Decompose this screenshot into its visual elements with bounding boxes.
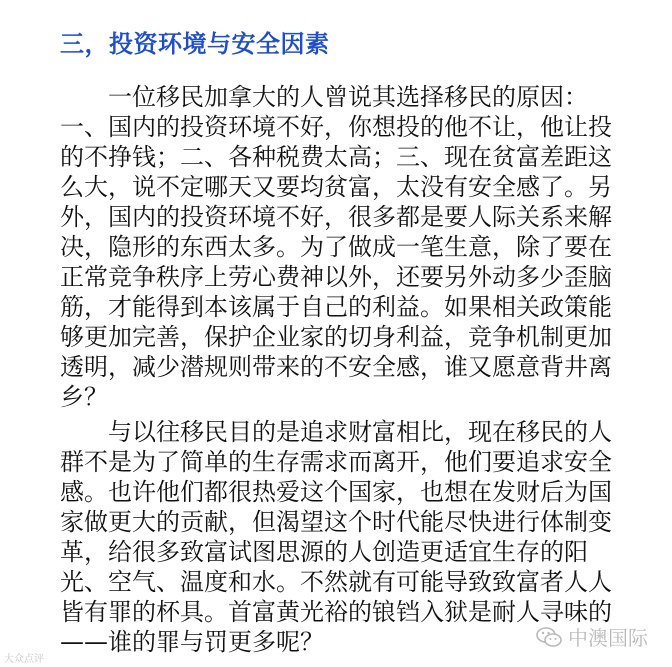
paragraph-line: 感。也许他们都很热爱这个国家，也想在发财后为国 [60,478,612,506]
paragraph-line: 外，国内的投资环境不好，很多都是要人际关系来解 [60,203,612,231]
paragraph-line: 一位移民加拿大的人曾说其选择移民的原因： [60,83,588,111]
paragraph-line: 够更加完善，保护企业家的切身利益，竞争机制更加 [60,323,612,351]
paragraph-line: 与以往移民目的是追求财富相比，现在移民的人 [60,418,612,446]
paragraph-2 [60,417,620,657]
paragraph-line: 决，隐形的东西太多。为了做成一笔生意，除了要在 [60,233,612,261]
paragraph-line: 群不是为了简单的生存需求而离开，他们要追求安全 [60,448,612,476]
paragraph-line: ——谁的罪与罚更多呢？ [60,628,324,656]
paragraph-line: 光、空气、温度和水。不然就有可能导致致富者人人 [60,568,612,596]
paragraph-1 [60,82,620,412]
watermark [536,622,648,651]
watermark-text: 中澳国际 [568,626,648,650]
paragraph-line: 么大，说不定哪天又要均贫富，太没有安全感了。另 [60,173,612,201]
paragraph-line: 筋，才能得到本该属于自己的利益。如果相关政策能 [60,293,612,321]
paragraph-line: 乡？ [60,383,108,411]
paragraph-line: 透明，减少潜规则带来的不安全感，谁又愿意背井离 [60,353,612,381]
paragraph-line: 正常竞争秩序上劳心费神以外，还要另外动多少歪脑 [60,263,612,291]
paragraph-line: 革，给很多致富试图思源的人创造更适宜生存的阳 [60,538,588,566]
paragraph-line: 皆有罪的杯具。首富黄光裕的锒铛入狱是耐人寻味的 [60,598,612,626]
paragraph-line: 家做更大的贡献，但渴望这个时代能尽快进行体制变 [60,508,612,536]
wechat-icon [536,626,562,648]
section-heading: 三，投资环境与安全因素 [60,30,330,58]
paragraph-line: 一、国内的投资环境不好，你想投的他不让，他让投 [60,113,612,141]
corner-logo: 大众点评 [4,654,44,665]
paragraph-line: 的不挣钱；二、各种税费太高；三、现在贫富差距这 [60,143,612,171]
